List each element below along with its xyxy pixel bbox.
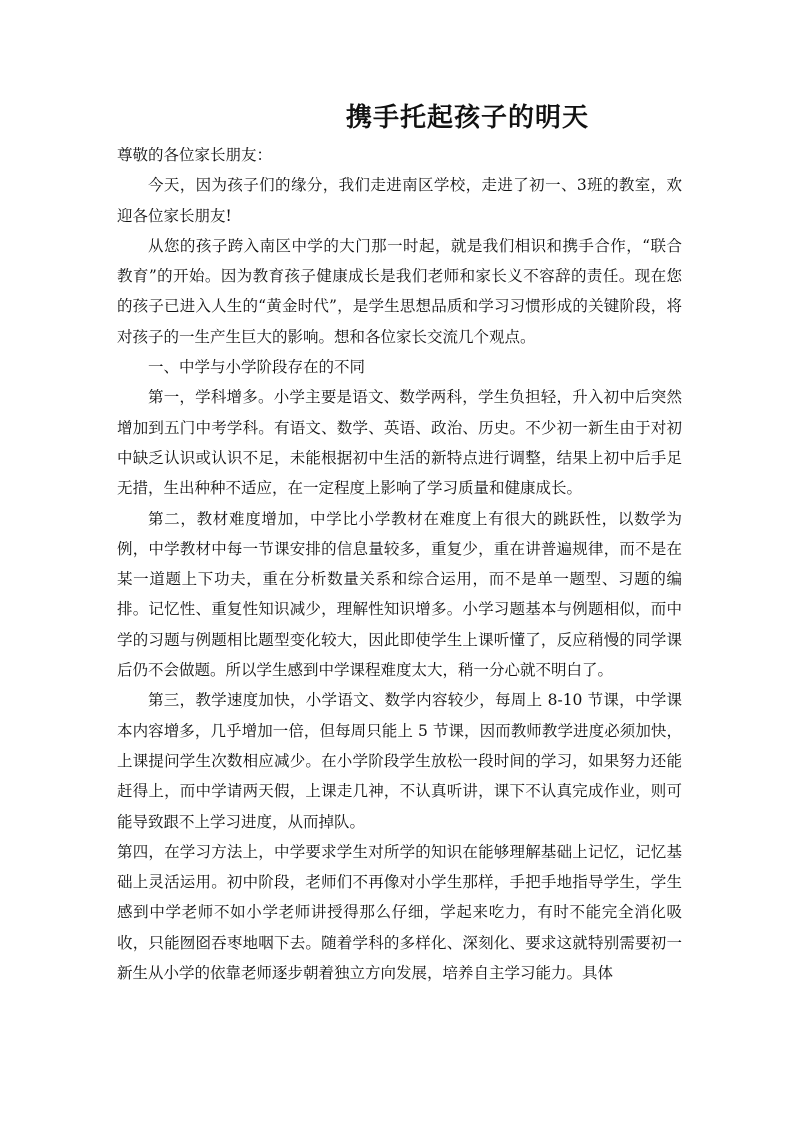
document-body (117, 140, 682, 988)
paragraph: 第一，学科增多。小学主要是语文、数学两科，学生负担轻，升入初中后突然增加到五门中考学科。有语文、数学、英语、政治、历史。不少初一新生由于对初中缺乏认识或认识不足，未能根据初中生活的新特点进行调整，结果上初中后手足无措，生出种种不适应，在一定程度上影响了学习质量和健康成长。 (117, 388, 682, 498)
paragraph: 今天，因为孩子们的缘分，我们走进南区学校，走进了初一、3班的教室，欢迎各位家长朋友! (117, 176, 682, 225)
document-title: 携手托起孩子的明天 (346, 103, 590, 133)
paragraph: 第二，教材难度增加，中学比小学教材在难度上有很大的跳跃性，以数学为例，中学教材中每一节课安排的信息量较多，重复少，重在讲普遍规律，而不是在某一道题上下功夫，重在分析数量关系和综合运用，而不是单一题型、习题的编排。记忆性、重复性知识减少，理解性知识增多。小学习题基本与例题相似，而中学的习题与例题相比题型变化较大，因此即使学生上课听懂了，反应稍慢的同学课后仍不会做题。所以学生感到中学课程难度太大，稍一分心就不明白了。 (117, 509, 682, 680)
paragraph: 第四，在学习方法上，中学要求学生对所学的知识在能够理解基础上记忆，记忆基础上灵活运用。初中阶段，老师们不再像对小学生那样，手把手地指导学生，学生感到中学老师不如小学老师讲授得那么仔细，学起来吃力，有时不能完全消化吸收，只能囫囵吞枣地咽下去。随着学科的多样化、深刻化、要求这就特别需要初一新生从小学的依靠老师逐步朝着独立方向发展，培养自主学习能力。具体 (117, 842, 682, 983)
paragraph: 从您的孩子跨入南区中学的大门那一时起，就是我们相识和携手合作，“联合教育”的开始。因为教育孩子健康成长是我们老师和家长义不容辞的责任。现在您的孩子已进入人生的“黄金时代”，是学生思想品质和学习习惯形成的关键阶段，将对孩子的一生产生巨大的影响。想和各位家长交流几个观点。 (117, 236, 682, 346)
paragraph: 一、中学与小学阶段存在的不同 (148, 358, 366, 377)
paragraph: 尊敬的各位家长朋友： (117, 146, 273, 164)
paragraph: 第三，教学速度加快，小学语文、数学内容较少，每周上 8-10 节课，中学课本内容增多，几乎增加一倍，但每周只能上 5 节课，因而教师教学进度必须加快，上课提问学生次数相应减少。在小学阶段学生放松一段时间的学习，如果努力还能赶得上，而中学请两天假，上课走几神，不认真听讲，课下不认真完成作业，则可能导致跟不上学习进度，从而掉队。 (117, 691, 682, 831)
